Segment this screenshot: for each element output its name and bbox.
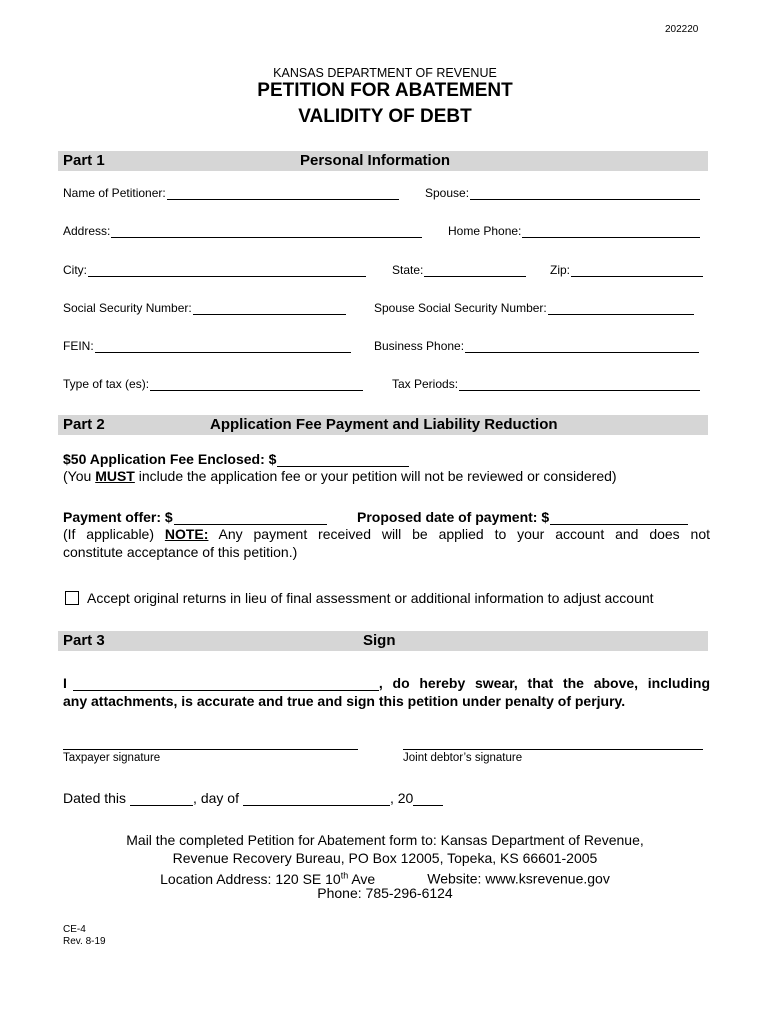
zip-field[interactable] <box>550 263 703 277</box>
part2-header <box>58 415 708 435</box>
tax-periods-label: Tax Periods: <box>392 377 459 391</box>
joint-signature-label: Joint debtor’s signature <box>403 752 523 764</box>
form-title: PETITION FOR ABATEMENT <box>257 80 513 101</box>
payment-offer-label: Payment offer: $ <box>63 509 173 525</box>
mail-line2: Revenue Recovery Bureau, PO Box 12005, Topeka, KS 66601-2005 <box>172 850 598 866</box>
oath-i: I <box>63 675 67 691</box>
home-phone-label: Home Phone: <box>448 224 522 238</box>
part1-title: Personal Information <box>300 152 451 169</box>
joint-signature-line[interactable] <box>403 748 703 750</box>
spouse-label: Spouse: <box>425 186 470 200</box>
part2-number: Part 2 <box>63 416 105 433</box>
part2-title: Application Fee Payment and Liability Reduction <box>210 416 558 433</box>
oath-name-field[interactable] <box>63 675 710 691</box>
oath-line2: any attachments, is accurate and true and sign this petition under penalty of perjury. <box>63 693 626 709</box>
part1-number: Part 1 <box>63 152 105 169</box>
accept-returns-option[interactable] <box>65 590 654 606</box>
mail-line1: Mail the completed Petition for Abatement form to: Kansas Department of Revenue, <box>126 832 644 848</box>
home-phone-field[interactable] <box>448 224 700 238</box>
dated-field[interactable] <box>63 790 443 806</box>
application-fee-field[interactable] <box>63 451 409 467</box>
proposed-date-field[interactable] <box>357 509 688 525</box>
accept-returns-checkbox[interactable] <box>65 591 79 605</box>
part3-title: Sign <box>363 632 396 649</box>
tax-type-label: Type of tax (es): <box>63 377 150 391</box>
dated-this-label: Dated this <box>63 790 127 806</box>
spouse-field[interactable] <box>425 186 700 200</box>
taxpayer-signature-label: Taxpayer signature <box>63 752 161 764</box>
department-name: KANSAS DEPARTMENT OF REVENUE <box>273 66 497 80</box>
payment-offer-field[interactable] <box>63 509 327 525</box>
payment-note-line2: constitute acceptance of this petition.) <box>63 544 298 560</box>
part3-number: Part 3 <box>63 632 105 649</box>
form-revision: Rev. 8-19 <box>63 936 106 947</box>
petitioner-name-field[interactable] <box>63 186 399 200</box>
proposed-date-label: Proposed date of payment: $ <box>357 509 550 525</box>
address-field[interactable] <box>63 224 422 238</box>
business-phone-field[interactable] <box>374 339 699 353</box>
day-of-label: , day of <box>193 790 239 806</box>
form-subtitle: VALIDITY OF DEBT <box>298 106 472 127</box>
city-field[interactable] <box>63 263 366 277</box>
ssn-field[interactable] <box>63 301 346 315</box>
state-field[interactable] <box>392 263 526 277</box>
spouse-ssn-field[interactable] <box>374 301 694 315</box>
part3-header <box>58 631 708 651</box>
website-link[interactable]: Website: www.ksrevenue.gov <box>427 870 610 887</box>
address-label: Address: <box>63 224 111 238</box>
payment-note-line1: (If applicable) NOTE: Any payment received will be applied to your account and does not <box>63 526 710 542</box>
must-emphasis: MUST <box>95 468 135 484</box>
fein-label: FEIN: <box>63 339 94 353</box>
fein-field[interactable] <box>63 339 351 353</box>
tax-periods-field[interactable] <box>392 377 700 391</box>
part1-header <box>58 151 708 171</box>
zip-label: Zip: <box>550 263 571 277</box>
location-address: Location Address: 120 SE 10th Ave <box>160 870 376 887</box>
form-id: CE-4 <box>63 924 86 935</box>
year-prefix-label: , 20 <box>389 790 414 806</box>
business-phone-label: Business Phone: <box>374 339 465 353</box>
note-emphasis: NOTE: <box>164 526 209 542</box>
oath-line1: , do hereby swear, that the above, including <box>378 675 710 691</box>
taxpayer-signature-line[interactable] <box>63 748 358 750</box>
phone-number: Phone: 785-296-6124 <box>317 885 453 901</box>
tax-type-field[interactable] <box>63 377 363 391</box>
accept-returns-label: Accept original returns in lieu of final assessment or additional information to adjust account <box>87 590 654 606</box>
petitioner-name-label: Name of Petitioner: <box>63 186 166 200</box>
spouse-ssn-label: Spouse Social Security Number: <box>374 301 547 315</box>
document-id: 202220 <box>665 24 699 35</box>
fee-note: (You MUST include the application fee or your petition will not be reviewed or considered) <box>63 468 617 484</box>
state-label: State: <box>392 263 424 277</box>
city-label: City: <box>63 263 87 277</box>
application-fee-label: $50 Application Fee Enclosed: $ <box>63 451 277 467</box>
ssn-label: Social Security Number: <box>63 301 192 315</box>
